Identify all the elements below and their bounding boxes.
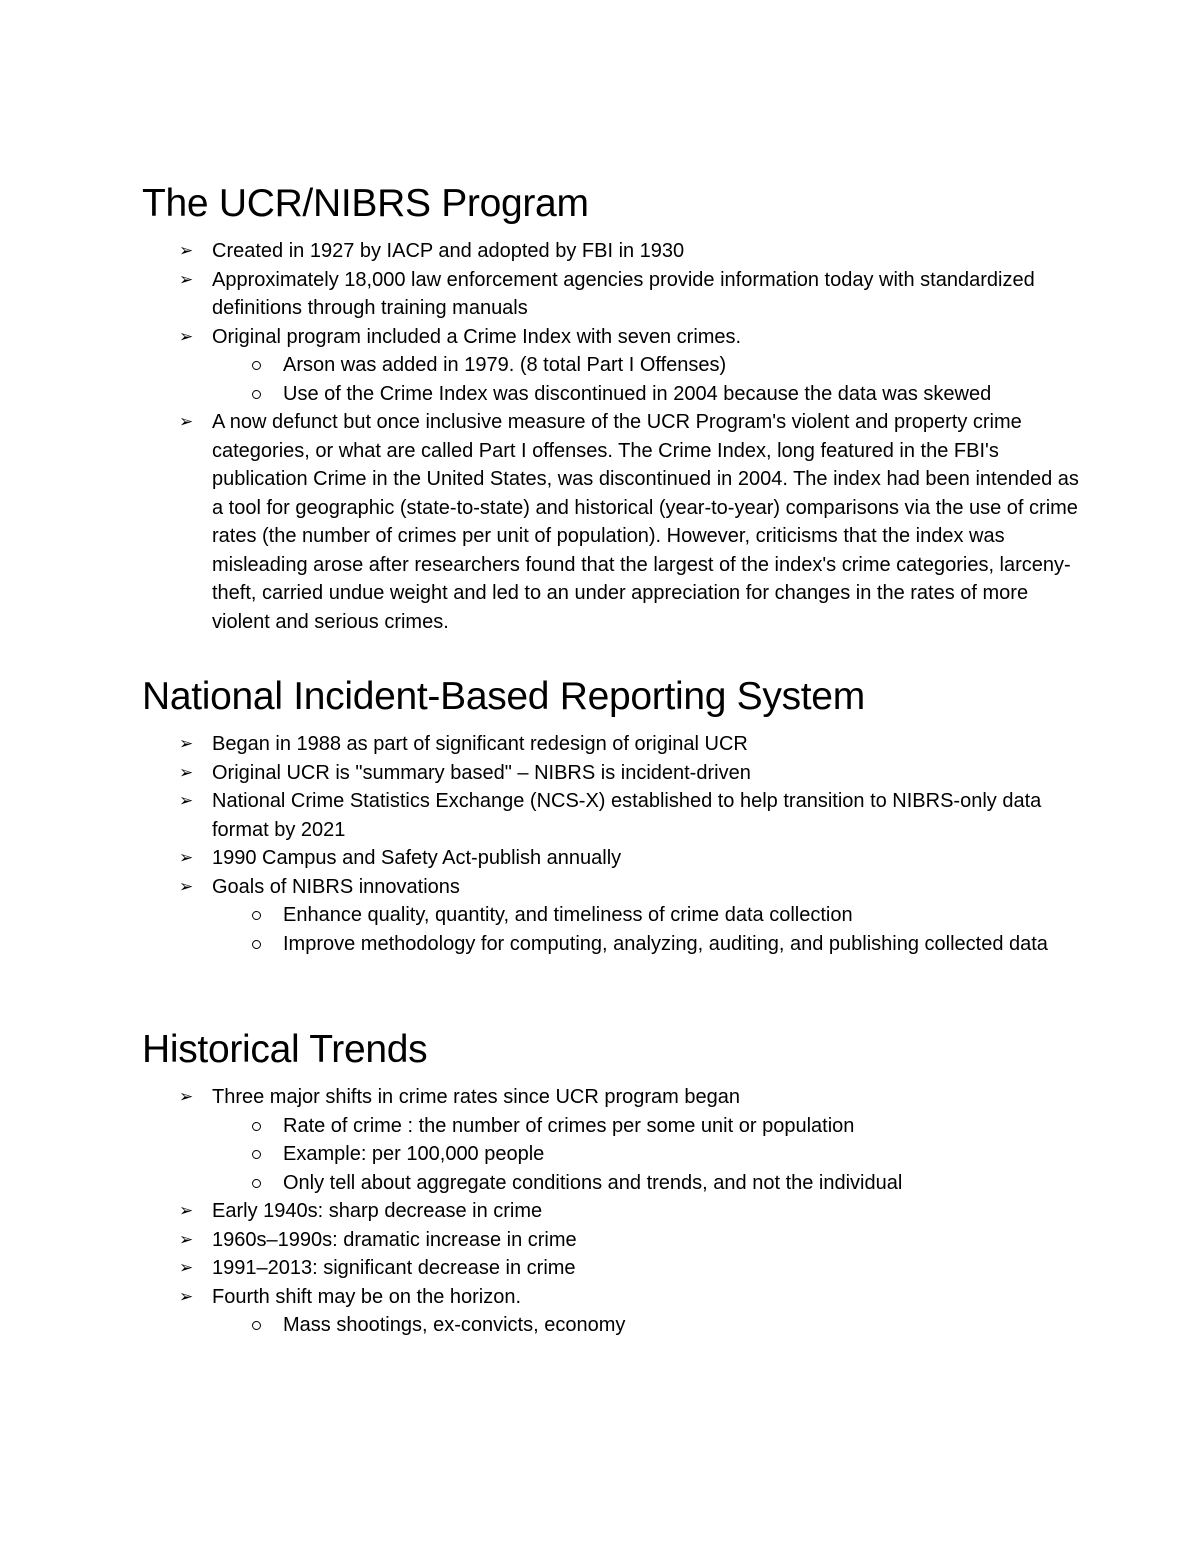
section-heading: National Incident-Based Reporting System (142, 675, 865, 718)
list-item (142, 1254, 1082, 1283)
arrow-bullet-icon: ➢ (179, 269, 194, 289)
list-item (142, 1226, 1082, 1255)
circle-bullet-icon (252, 390, 261, 399)
section-historical-trends (142, 1026, 1082, 1340)
list-item-text: Fourth shift may be on the horizon. (212, 1285, 522, 1308)
list-item (142, 787, 1082, 844)
sub-list-item-text: Arson was added in 1979. (8 total Part I Offenses) (283, 354, 727, 376)
section-heading: Historical Trends (142, 1028, 428, 1071)
arrow-bullet-icon: ➢ (179, 1286, 194, 1306)
sub-list-item-text: Example: per 100,000 people (283, 1143, 545, 1165)
sub-list-item-text: Mass shootings, ex-convicts, economy (283, 1314, 626, 1336)
list-item (142, 266, 1082, 323)
circle-bullet-icon (252, 361, 261, 370)
list-item-text: Began in 1988 as part of significant redesign of original UCR (212, 733, 748, 755)
list-item-text: A now defunct but once inclusive measure of the UCR Program's violent and property crime categories, or what are called Part I offenses. The Crime Index, long featured in the FBI's publication Crime in the United States, was discontinued in 2004. The index had been intended as a tool for geographic (state-to-state) and historical (year-to-year) comparisons via the use of crime rates (the number of crimes per unit of population). However, criticisms that the index was misleading arose after researchers found that the largest of the index's crime categories, larceny-theft, carried undue weight and led to an under appreciation for changes in the rates of more violent and serious crimes. (212, 411, 1079, 633)
arrow-bullet-icon: ➢ (179, 762, 194, 782)
list-item (142, 237, 1082, 266)
list-item-text: National Crime Statistics Exchange (NCS-X) established to help transition to NIBRS-only data format by 2021 (212, 790, 1042, 841)
list-item-text: Goals of NIBRS innovations (212, 875, 460, 898)
sub-bullet-list (212, 901, 1082, 958)
list-item-text: 1990 Campus and Safety Act-publish annually (212, 847, 622, 869)
list-item (142, 1283, 1082, 1312)
sub-list-item-text: Rate of crime : the number of crimes per some unit or population (283, 1114, 855, 1137)
arrow-bullet-icon: ➢ (179, 241, 194, 260)
arrow-bullet-icon: ➢ (179, 1087, 194, 1106)
list-item (142, 759, 1082, 788)
circle-bullet-icon (252, 940, 261, 949)
list-item-text: Early 1940s: sharp decrease in crime (212, 1200, 543, 1222)
sub-bullet-list (212, 1311, 1082, 1340)
sub-list-item-text: Enhance quality, quantity, and timeliness of crime data collection (283, 904, 853, 926)
list-item (142, 730, 1082, 759)
list-item (142, 844, 1082, 873)
sub-list-item (212, 351, 1082, 380)
list-item-text: Approximately 18,000 law enforcement agencies provide information today with standardized definitions through training manuals (212, 268, 1035, 319)
bullet-list (142, 237, 1082, 351)
list-item-text: 1991–2013: significant decrease in crime (212, 1257, 576, 1279)
bullet-list (142, 730, 1082, 901)
arrow-bullet-icon: ➢ (179, 791, 194, 810)
sub-list-item (212, 1112, 1082, 1141)
sub-bullet-list (212, 1112, 1082, 1198)
arrow-bullet-icon: ➢ (179, 1258, 194, 1277)
section-national-incident-based-reporting-system (142, 673, 1082, 958)
list-item-text: Original program included a Crime Index with seven crimes. (212, 325, 742, 348)
bullet-list (142, 408, 1082, 636)
arrow-bullet-icon: ➢ (179, 734, 194, 753)
list-item (142, 323, 1082, 352)
arrow-bullet-icon: ➢ (179, 1229, 194, 1249)
arrow-bullet-icon: ➢ (179, 1201, 194, 1220)
sub-list-item-text: Use of the Crime Index was discontinued in 2004 because the data was skewed (283, 382, 992, 405)
list-item (142, 873, 1082, 902)
list-item (142, 408, 1082, 636)
section-heading: The UCR/NIBRS Program (142, 182, 589, 225)
sub-bullet-list (212, 351, 1082, 408)
sub-list-item (212, 901, 1082, 930)
sub-list-item (212, 930, 1082, 959)
sub-list-item (212, 1169, 1082, 1198)
circle-bullet-icon (252, 1321, 261, 1330)
bullet-list (142, 1197, 1082, 1311)
sub-list-item (212, 380, 1082, 409)
bullet-list (142, 1083, 1082, 1112)
section-ucr-nibrs-program (142, 180, 1082, 636)
sub-list-item (212, 1311, 1082, 1340)
sub-list-item-text: Only tell about aggregate conditions and trends, and not the individual (283, 1171, 903, 1194)
sub-list-item-text: Improve methodology for computing, analyzing, auditing, and publishing collected data (283, 932, 1048, 955)
arrow-bullet-icon: ➢ (179, 326, 194, 346)
circle-bullet-icon (252, 1150, 261, 1159)
arrow-bullet-icon: ➢ (179, 876, 194, 896)
list-item (142, 1197, 1082, 1226)
list-item-text: Created in 1927 by IACP and adopted by FBI in 1930 (212, 240, 685, 262)
circle-bullet-icon (252, 1122, 261, 1131)
list-item-text: Three major shifts in crime rates since UCR program began (212, 1086, 740, 1108)
circle-bullet-icon (252, 1179, 261, 1188)
list-item-text: 1960s–1990s: dramatic increase in crime (212, 1228, 577, 1251)
arrow-bullet-icon: ➢ (179, 848, 194, 867)
circle-bullet-icon (252, 911, 261, 920)
arrow-bullet-icon: ➢ (179, 412, 194, 431)
list-item (142, 1083, 1082, 1112)
sub-list-item (212, 1140, 1082, 1169)
list-item-text: Original UCR is "summary based" – NIBRS is incident-driven (212, 761, 751, 784)
